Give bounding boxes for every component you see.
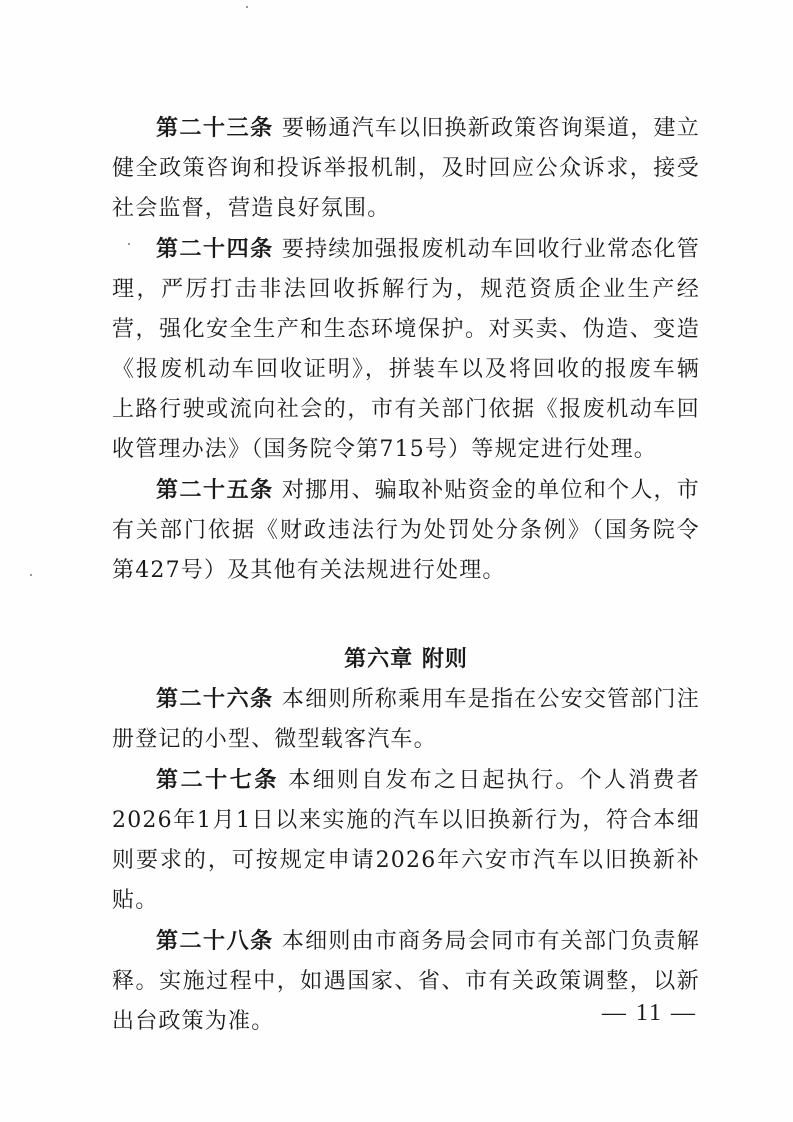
article-25-label: 第二十五条 [156, 477, 274, 503]
article-24 [112, 229, 700, 470]
article-23-label: 第二十三条 [156, 115, 274, 141]
scan-speck [246, 6, 248, 8]
article-27 [112, 760, 700, 921]
page-content [112, 108, 700, 1042]
scan-speck [30, 574, 32, 576]
article-26-text: 本细则所称乘用车是指在公安交管部门注册登记的小型、微型载客汽车。 [112, 687, 700, 752]
scan-speck [128, 243, 130, 245]
article-23 [112, 108, 700, 229]
article-24-text: 要持续加强报废机动车回收行业常态化管理，严厉打击非法回收拆解行为，规范资质企业生产经营，强化安全生产和生态环境保护。对买卖、伪造、变造《报废机动车回收证明》，拼装车以及将回收的报废车辆上路行驶或流向社会的，市有关部门依据《报废机动车回收管理办法》（国务院令第715号）等规定进行处理。 [112, 237, 700, 462]
chapter-title: 第六章 附则 [344, 646, 468, 672]
article-27-text: 本细则自发布之日起执行。个人消费者2026年1月1日以来实施的汽车以旧换新行为，符合本细则要求的，可按规定申请2026年六安市汽车以旧换新补贴。 [112, 768, 700, 913]
article-28-text: 本细则由市商务局会同市有关部门负责解释。实施过程中，如遇国家、省、市有关政策调整，以新出台政策为准。 [112, 929, 700, 1034]
article-25 [112, 470, 700, 591]
article-24-label: 第二十四条 [156, 236, 274, 262]
article-26 [112, 679, 700, 760]
article-25-text: 对挪用、骗取补贴资金的单位和个人，市有关部门依据《财政违法行为处罚处分条例》（国务院令第427号）及其他有关法规进行处理。 [112, 478, 700, 583]
article-26-label: 第二十六条 [156, 686, 274, 712]
article-23-text: 要畅通汽车以旧换新政策咨询渠道，建立健全政策咨询和投诉举报机制，及时回应公众诉求，接受社会监督，营造良好氛围。 [112, 116, 700, 221]
page-number: — 11 — [601, 1000, 697, 1026]
article-27-label: 第二十七条 [156, 767, 279, 793]
article-28-label: 第二十八条 [156, 928, 274, 954]
